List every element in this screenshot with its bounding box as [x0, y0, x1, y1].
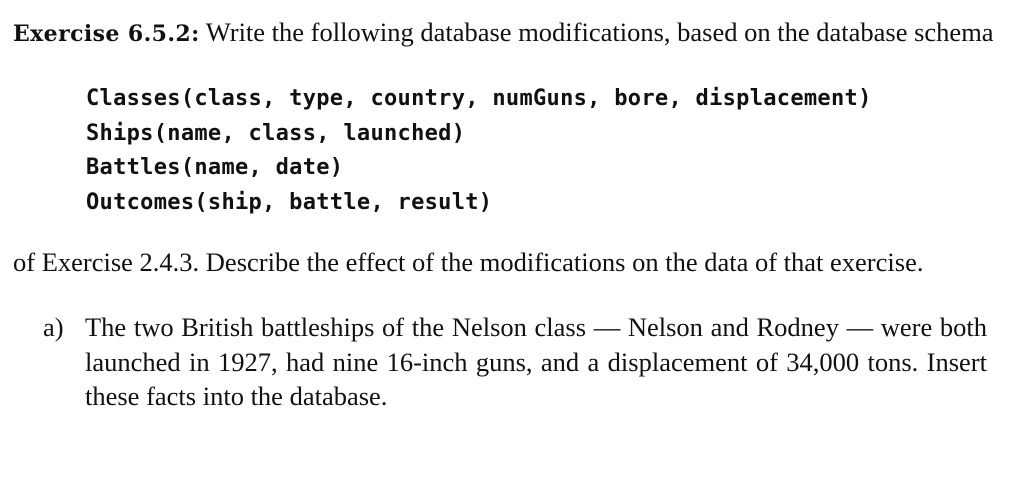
database-schema [86, 82, 1002, 220]
item-label: a) [43, 312, 64, 342]
schema-relation-battles: Battles(name, date) [86, 155, 344, 180]
exercise-item-a [43, 310, 1002, 414]
exercise-intro-text: Write the following database modifications, based on the database schema [199, 17, 994, 47]
item-text: The two British battleships of the Nelson class — Nelson and Rodney — were both launched in 1927, had nine 16-inch guns, and a displacement of 34,000 tons. Insert these facts into the database. [85, 312, 987, 411]
exercise-label: Exercise 6.5.2: [13, 21, 200, 47]
exercise-followup-text: of Exercise 2.4.3. Describe the effect of the modifications on the data of that exercise. [13, 247, 924, 277]
schema-relation-classes: Classes(class, type, country, numGuns, bore, displacement) [86, 86, 872, 111]
schema-relation-outcomes: Outcomes(ship, battle, result) [86, 189, 493, 215]
schema-relation-ships: Ships(name, class, launched) [86, 120, 466, 146]
exercise-intro [13, 14, 1002, 52]
